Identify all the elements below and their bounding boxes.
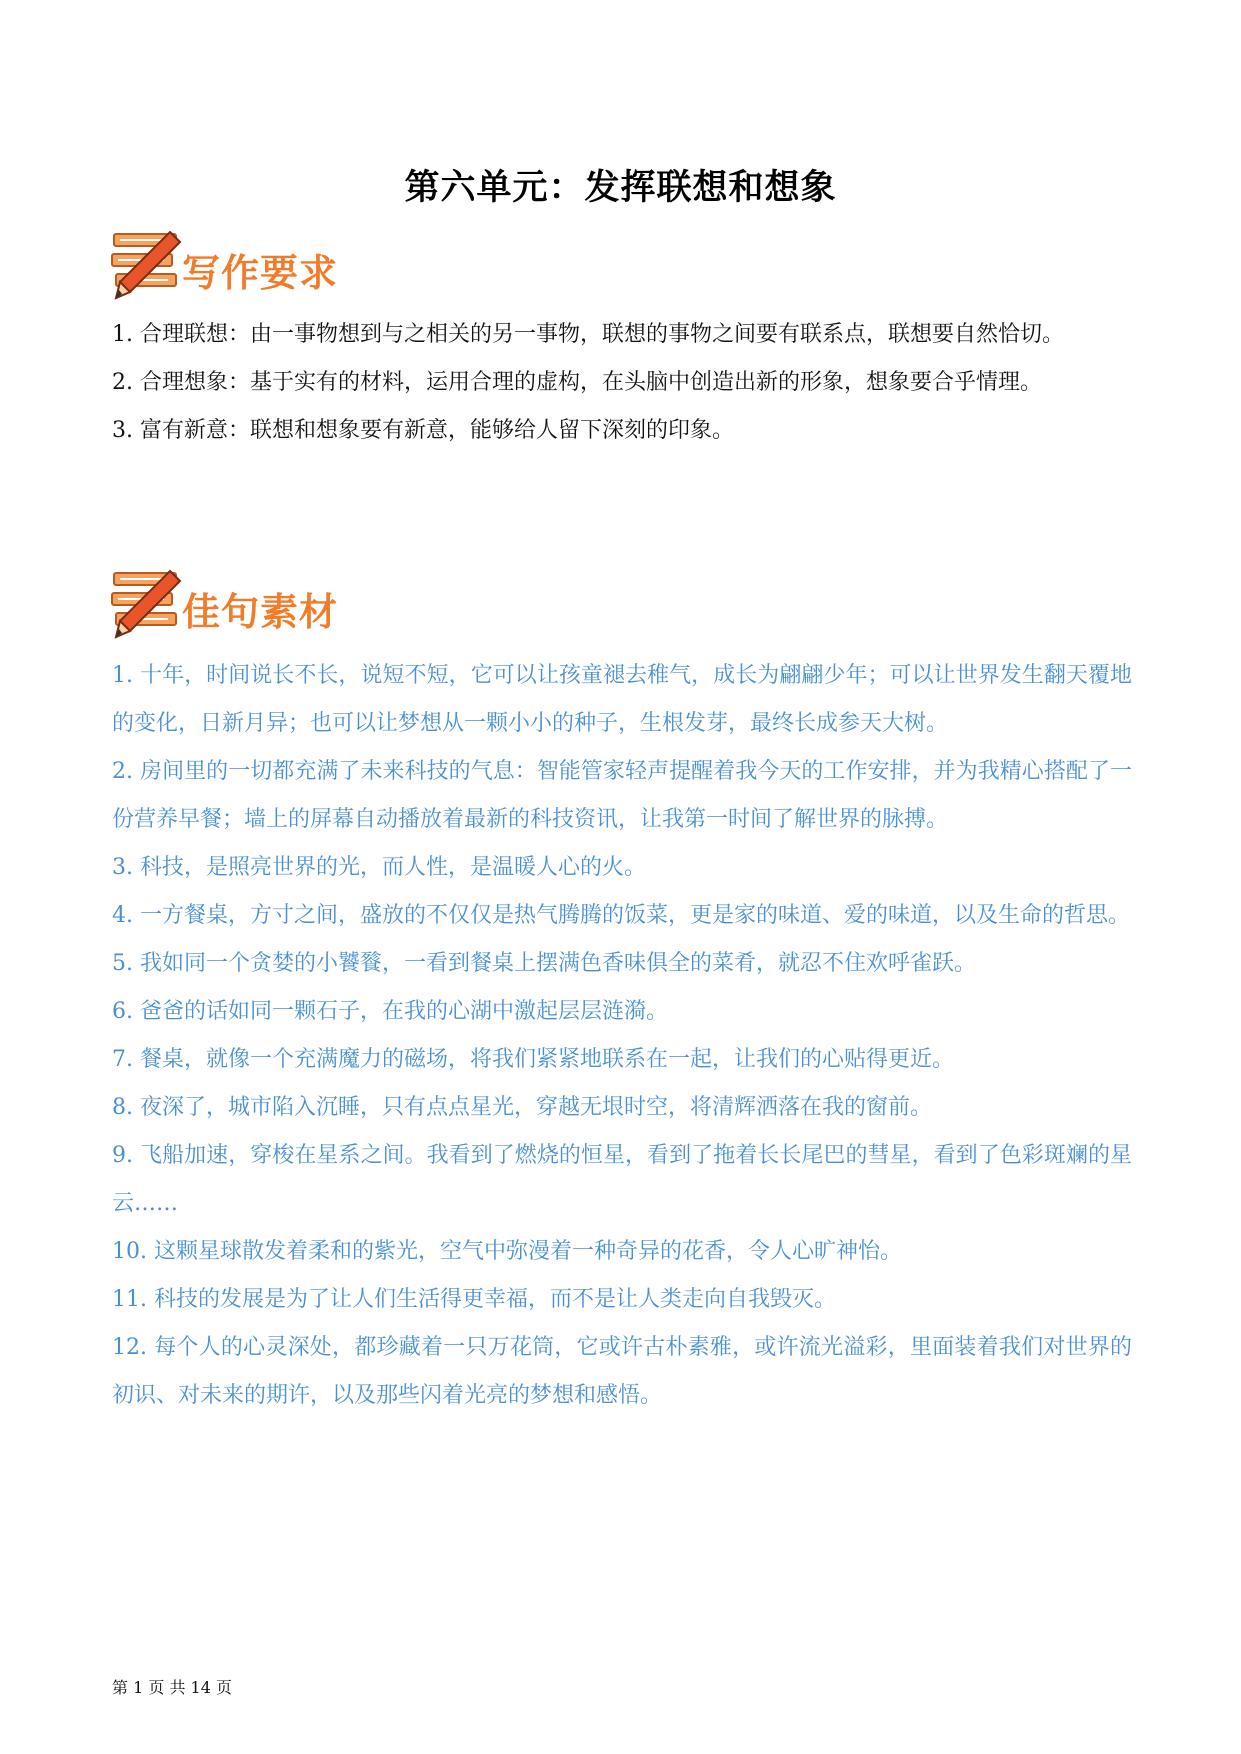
- list-item: 5. 我如同一个贪婪的小饕餮，一看到餐桌上摆满色香味俱全的菜肴，就忍不住欢呼雀跃。: [112, 951, 976, 976]
- list-item: 7. 餐桌，就像一个充满魔力的磁场，将我们紧紧地联系在一起，让我们的心贴得更近。: [112, 1047, 954, 1072]
- list-item: 10. 这颗星球散发着柔和的紫光，空气中弥漫着一种奇异的花香，令人心旷神怡。: [112, 1239, 902, 1264]
- section-heading: 写作要求: [182, 251, 339, 295]
- list-item: 6. 爸爸的话如同一颗石子，在我的心湖中激起层层涟漪。: [112, 999, 668, 1024]
- list-item: 3. 科技，是照亮世界的光，而人性，是温暖人心的火。: [112, 855, 646, 880]
- book-pencil-icon: [110, 228, 190, 308]
- page-title: 第六单元：发挥联想和想象: [404, 168, 837, 208]
- requirements-list: [112, 311, 1132, 455]
- list-item: 8. 夜深了，城市陷入沉睡，只有点点星光，穿越无垠时空，将清辉洒落在我的窗前。: [112, 1095, 932, 1120]
- section-header-requirements: [110, 228, 510, 308]
- list-item: 1. 合理联想：由一事物想到与之相关的另一事物，联想的事物之间要有联系点，联想要自然恰切。: [112, 322, 1064, 347]
- list-item: 2. 房间里的一切都充满了未来科技的气息：智能管家轻声提醒着我今天的工作安排，并为我精心搭配了一份营养早餐；墙上的屏幕自动播放着最新的科技资讯，让我第一时间了解世界的脉搏。: [112, 759, 1132, 832]
- book-pencil-icon: [110, 567, 190, 647]
- list-item: 12. 每个人的心灵深处，都珍藏着一只万花筒，它或许古朴素雅，或许流光溢彩，里面装着我们对世界的初识、对未来的期许，以及那些闪着光亮的梦想和感悟。: [112, 1335, 1132, 1408]
- page-number: 第 1 页 共 14 页: [112, 1678, 232, 1697]
- section-header-sentences: [110, 567, 510, 647]
- list-item: 2. 合理想象：基于实有的材料，运用合理的虚构，在头脑中创造出新的形象，想象要合乎情理。: [112, 370, 1042, 395]
- sentences-list: [112, 652, 1132, 1420]
- list-item: 1. 十年，时间说长不长，说短不短，它可以让孩童褪去稚气，成长为翩翩少年；可以让世界发生翻天覆地的变化，日新月异；也可以让梦想从一颗小小的种子，生根发芽，最终长成参天大树。: [112, 663, 1132, 736]
- list-item: 3. 富有新意：联想和想象要有新意，能够给人留下深刻的印象。: [112, 418, 734, 443]
- list-item: 9. 飞船加速，穿梭在星系之间。我看到了燃烧的恒星，看到了拖着长长尾巴的彗星，看到了色彩斑斓的星云……: [112, 1143, 1132, 1216]
- list-item: 11. 科技的发展是为了让人们生活得更幸福，而不是让人类走向自我毁灭。: [112, 1287, 836, 1312]
- list-item: 4. 一方餐桌，方寸之间，盛放的不仅仅是热气腾腾的饭菜，更是家的味道、爱的味道，以及生命的哲思。: [112, 903, 1130, 928]
- section-heading: 佳句素材: [182, 590, 339, 634]
